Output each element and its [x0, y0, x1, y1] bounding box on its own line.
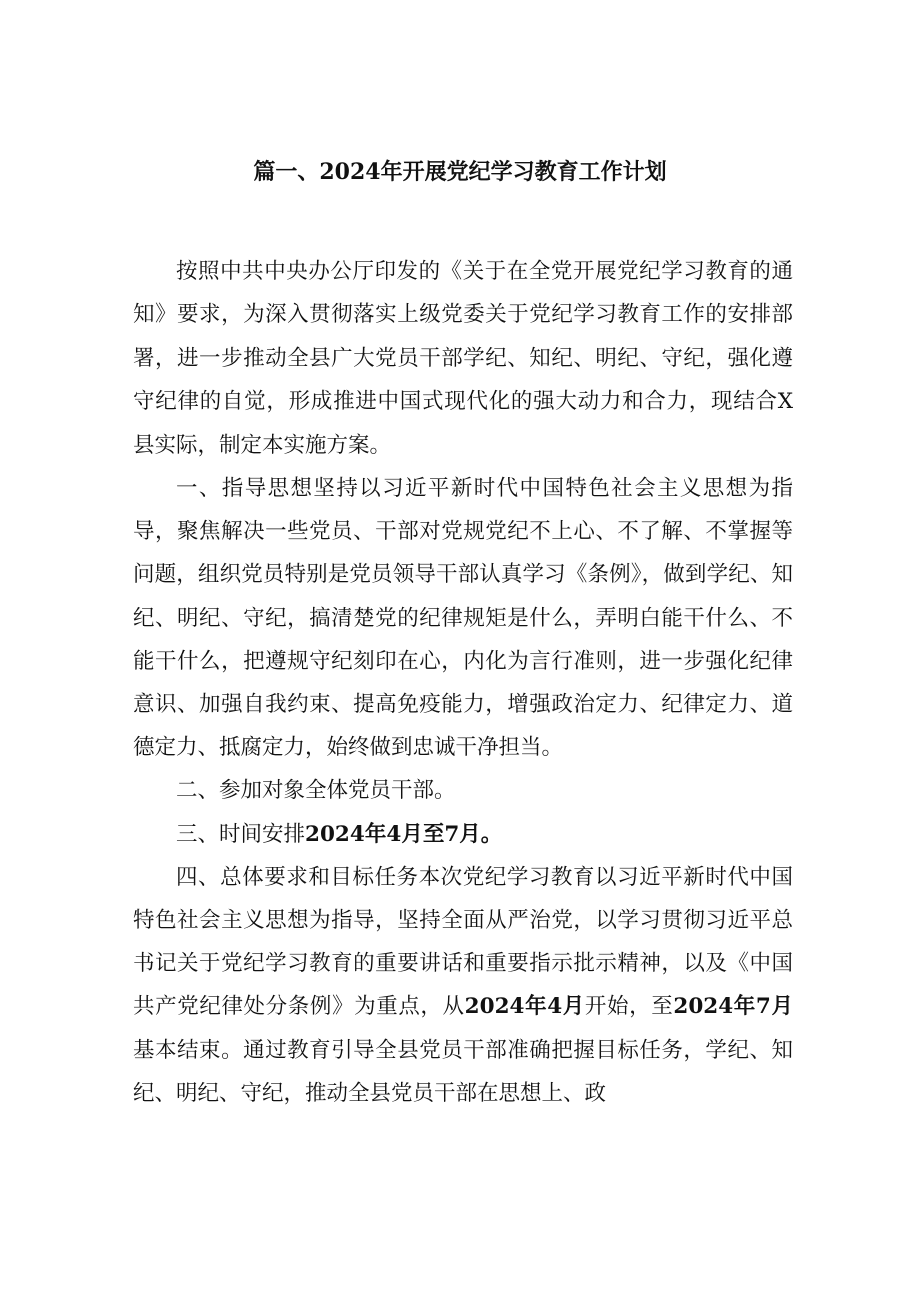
section-requirements-text-c: 基本结束。通过教育引导全县党员干部准确把握目标任务，学纪、知纪、明纪、守纪，推动全县党员干部在思想上、政 [133, 1037, 793, 1106]
intro-paragraph: 按照中共中央办公厅印发的《关于在全党开展党纪学习教育的通知》要求，为深入贯彻落实上级党委关于党纪学习教育工作的安排部署，进一步推动全县广大党员干部学纪、知纪、明纪、守纪，强化遵守纪律的自觉，形成推进中国式现代化的强大动力和合力，现结合X县实际，制定本实施方案。 [133, 259, 793, 458]
section-requirements-text-a: 四、总体要求和目标任务本次党纪学习教育以习近平新时代中国特色社会主义思想为指导，坚持全面从严治党，以学习贯彻习近平总书记关于党纪学习教育的重要讲话和重要指示批示精神，以及《中国共产党纪律处分条例》为重点，从 [133, 864, 793, 1020]
section-requirements-text-b: 开始，至 [584, 994, 674, 1020]
section-schedule-date: 2024年4月至7月。 [305, 821, 503, 847]
section-requirements-end-date: 2024年7月 [673, 994, 793, 1020]
section-schedule-label: 三、时间安排 [176, 821, 306, 847]
section-participants: 二、参加对象全体党员干部。 [176, 778, 456, 804]
section-requirements-start-date: 2024年4月 [464, 994, 585, 1020]
section-schedule [133, 813, 793, 856]
section-guiding-ideology: 一、指导思想坚持以习近平新时代中国特色社会主义思想为指导，聚焦解决一些党员、干部对党规党纪不上心、不了解、不掌握等问题，组织党员特别是党员领导干部认真学习《条例》，做到学纪、知纪、明纪、守纪，搞清楚党的纪律规矩是什么，弄明白能干什么、不能干什么，把遵规守纪刻印在心，内化为言行准则，进一步强化纪律意识、加强自我约束、提高免疫能力，增强政治定力、纪律定力、道德定力、抵腐定力，始终做到忠诚干净担当。 [133, 476, 793, 761]
sections-container [133, 467, 793, 1115]
document-title: 篇一、2024年开展党纪学习教育工作计划 [253, 159, 667, 185]
section-requirements [133, 856, 793, 1115]
